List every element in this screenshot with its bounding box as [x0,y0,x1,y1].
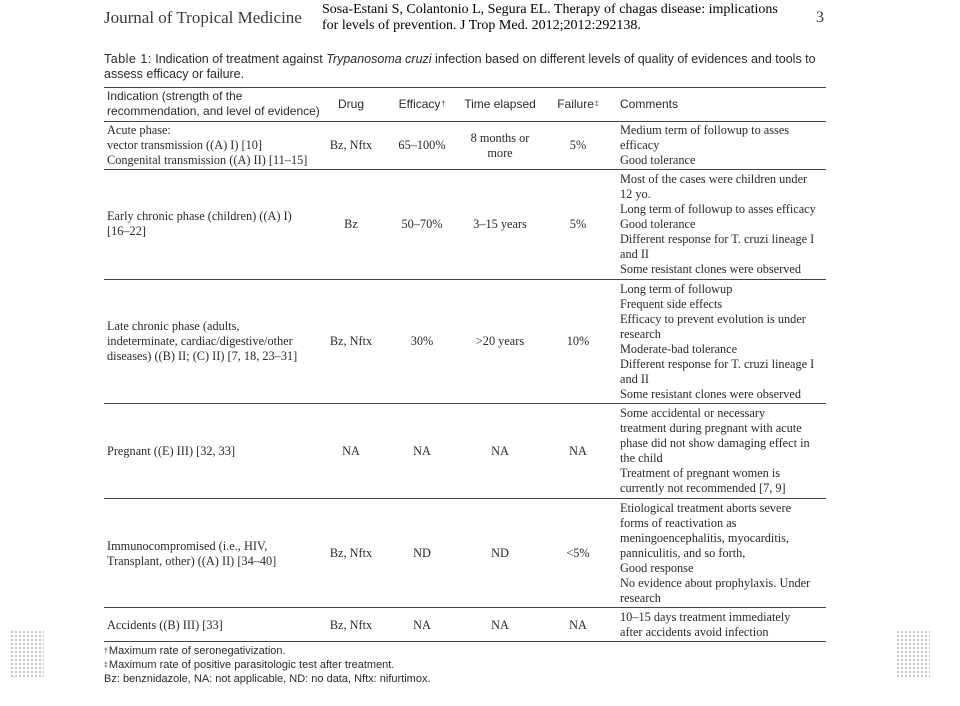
row-pregnant-indication: Pregnant ((E) III) [32, 33] [107,444,236,458]
row-accidents-indication: Accidents ((B) III) [33] [107,618,223,632]
row-early-chronic-failure: 5% [569,217,587,231]
comment-line: forms of reactivation as [620,516,737,530]
row-rule [104,169,826,170]
comment-line: Etiological treatment aborts severe [620,501,792,515]
header-time: Time elapsed [464,97,536,111]
row-rule [104,279,826,280]
header-rule [104,121,826,122]
header-failure-text: Failure [557,97,594,111]
row-late-chronic-time: >20 years [475,334,525,348]
indication-line: Transplant, other) ((A) II) [34–40] [107,554,277,568]
dot-pattern-decoration [10,630,44,678]
comment-line: after accidents avoid infection [620,625,769,639]
row-late-chronic-drug: Bz, Nftx [329,334,373,348]
row-late-chronic-failure: 10% [566,334,590,348]
row-acute-indication [107,123,307,168]
row-late-chronic-comments [620,282,814,402]
table-caption [104,52,828,82]
row-acute-time [460,131,540,161]
comment-line: Moderate-bad tolerance [620,342,738,356]
comment-line: efficacy [620,138,660,152]
time-line: 8 months or [470,131,530,145]
header-efficacy-mark: † [441,101,446,108]
header-comments: Comments [620,97,679,111]
footnote-mark: † [104,648,108,655]
header-drug: Drug [337,97,364,111]
caption-italic: Trypanosoma cruzi [326,52,432,66]
table-top-rule [104,87,826,88]
comment-line: Some accidental or necessary [620,406,766,420]
row-accidents-time: NA [491,618,509,632]
comment-line: currently not recommended [7, 9] [620,481,786,495]
comment-line: Good tolerance [620,153,696,167]
indication-line: vector transmission ((A) I) [10] [107,138,263,152]
row-accidents-efficacy: NA [413,618,431,632]
header-indication [107,89,320,119]
row-accidents-failure: NA [569,618,587,632]
dot-pattern-decoration [896,630,930,678]
row-acute-efficacy: 65–100% [398,138,446,152]
comment-line: Good response [620,561,694,575]
header-failure [548,97,608,112]
indication-line: Congenital transmission ((A) II) [11–15] [107,153,308,167]
comment-line: Different response for T. cruzi lineage I [620,232,815,246]
indication-line: Immunocompromised (i.e., HIV, [107,539,268,553]
comment-line: and II [620,247,650,261]
table-bottom-rule [104,641,826,642]
comment-line: and II [620,372,650,386]
comment-line: treatment during pregnant with acute [620,421,802,435]
header-indication-line: Indication (strength of the [107,89,243,103]
row-pregnant-drug: NA [342,444,360,458]
row-late-chronic-indication [107,319,297,364]
row-early-chronic-efficacy: 50–70% [401,217,443,231]
comment-line: Frequent side effects [620,297,723,311]
row-pregnant-failure: NA [569,444,587,458]
row-immunocompromised-failure: <5% [566,546,590,560]
row-accidents-comments [620,610,790,640]
row-early-chronic-indication [107,209,292,239]
row-immunocompromised-drug: Bz, Nftx [329,546,373,560]
row-early-chronic-drug: Bz [344,217,358,231]
caption-text-post: infection based on different levels of quality of evidences and tools to assess efficacy or failure. [104,52,816,81]
comment-line: Different response for T. cruzi lineage I [620,357,815,371]
comment-line: 10–15 days treatment immediately [620,610,791,624]
comment-line: the child [620,451,663,465]
row-acute-comments [620,123,789,168]
indication-line: [16–22] [107,224,146,238]
citation: Sosa-Estani S, Colantonio L, Segura EL. Therapy of chagas disease: implications for levels of prevention. J Trop Med. 2012;2012:292138. [322,2,778,33]
row-rule [104,498,826,499]
comment-line: Most of the cases were children under [620,172,808,186]
comment-line: research [620,591,661,605]
comment-line: Long term of followup [620,282,733,296]
row-early-chronic-comments [620,172,816,277]
journal-title: Journal of Tropical Medicine [104,8,302,27]
comment-line: meningoencephalitis, myocarditis, [620,531,790,545]
caption-text-pre: Indication of treatment against [151,52,327,66]
header-indication-line: recommendation, and level of evidence) [107,104,320,118]
footnote-text: Maximum rate of positive parasitologic test after treatment. [108,659,395,671]
footnote-failure [104,659,394,672]
comment-line: Some resistant clones were observed [620,262,801,276]
indication-line: Late chronic phase (adults, [107,319,240,333]
row-immunocompromised-time: ND [491,546,509,560]
row-immunocompromised-efficacy: ND [413,546,431,560]
row-immunocompromised-comments [620,501,810,606]
page-number: 3 [816,9,824,26]
row-early-chronic-time: 3–15 years [473,217,527,231]
comment-line: Some resistant clones were observed [620,387,801,401]
row-rule [104,607,826,608]
footnote-mark: ‡ [104,662,108,669]
indication-line: Acute phase: [107,123,171,137]
comment-line: phase did not show damaging effect in [620,436,810,450]
header-efficacy [390,97,454,112]
row-pregnant-time: NA [491,444,509,458]
comment-line: No evidence about prophylaxis. Under [620,576,811,590]
row-rule [104,403,826,404]
indication-line: Early chronic phase (children) ((A) I) [107,209,292,223]
comment-line: Long term of followup to asses efficacy [620,202,816,216]
comment-line: Good tolerance [620,217,696,231]
comment-line: Treatment of pregnant women is [620,466,781,480]
row-accidents-drug: Bz, Nftx [329,618,373,632]
footnote-efficacy [104,645,286,658]
row-pregnant-efficacy: NA [413,444,431,458]
footnote-text: Maximum rate of seronegativization. [108,645,286,657]
comment-line: research [620,327,661,341]
time-line: more [487,146,513,160]
comment-line: Medium term of followup to asses [620,123,790,137]
row-immunocompromised-indication [107,539,276,569]
header-failure-mark: ‡ [594,101,599,108]
row-acute-failure: 5% [569,138,587,152]
row-pregnant-comments [620,406,810,496]
comment-line: 12 yo. [620,187,651,201]
comment-line: panniculitis, and so forth, [620,546,746,560]
comment-line: Efficacy to prevent evolution is under [620,312,806,326]
caption-label: Table 1: [104,52,152,66]
footnote-abbreviations: Bz: benznidazole, NA: not applicable, ND: no data, Nftx: nifurtimox. [104,673,431,685]
header-efficacy-text: Efficacy [398,97,441,111]
row-late-chronic-efficacy: 30% [410,334,434,348]
row-acute-drug: Bz, Nftx [329,138,373,152]
indication-line: diseases) ((B) II; (C) II) [7, 18, 23–31] [107,349,298,363]
indication-line: indeterminate, cardiac/digestive/other [107,334,293,348]
